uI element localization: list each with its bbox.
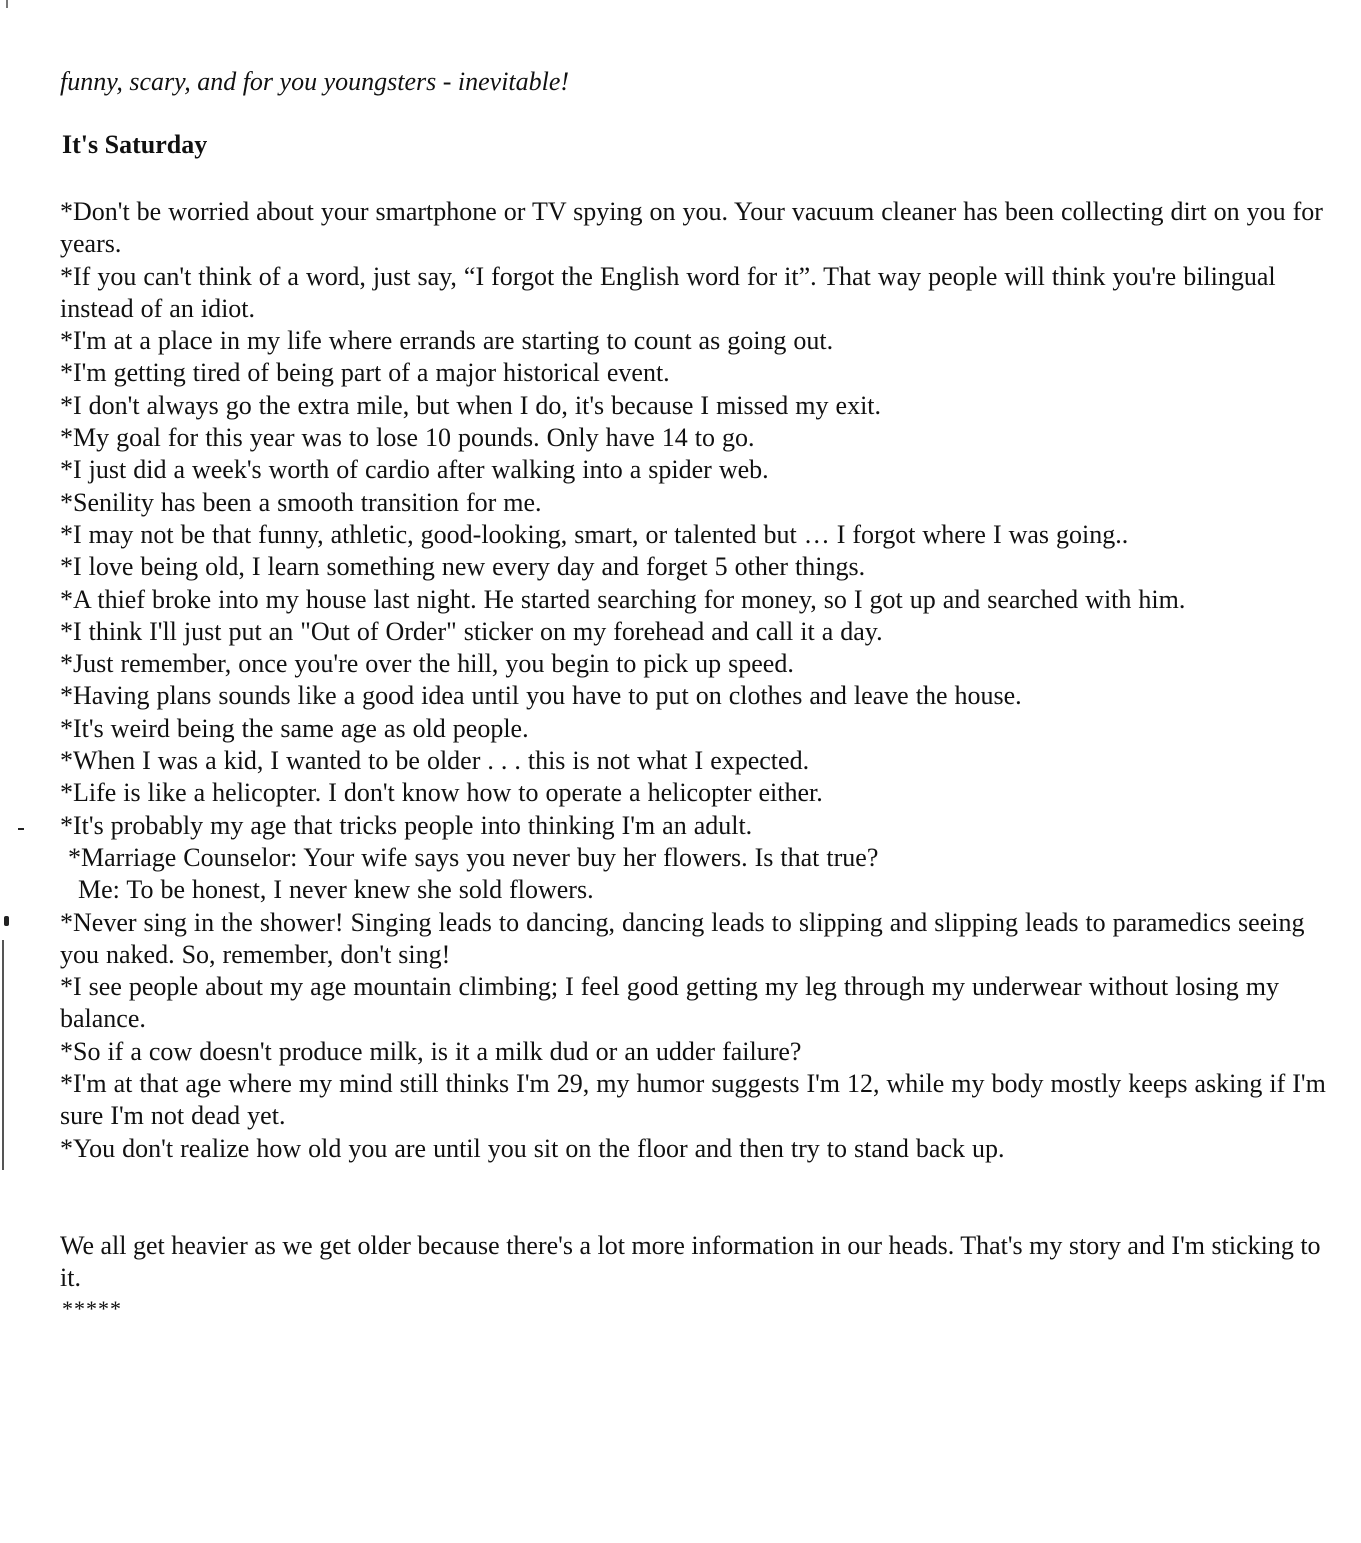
joke-item: *Having plans sounds like a good idea until you have to put on clothes and leave the house. xyxy=(60,681,1022,711)
joke-item: *I may not be that funny, athletic, good-looking, smart, or talented but … I forgot where I was going.. xyxy=(60,519,1129,549)
joke-item: *So if a cow doesn't produce milk, is it a milk dud or an udder failure? xyxy=(60,1036,802,1066)
scan-artifact xyxy=(18,828,24,830)
joke-item: *Senility has been a smooth transition for me. xyxy=(60,487,542,517)
intro-line: funny, scary, and for you youngsters - inevitable! xyxy=(60,67,570,96)
scan-artifact xyxy=(4,916,9,926)
joke-item: *I just did a week's worth of cardio after walking into a spider web. xyxy=(60,455,769,485)
joke-item: *Never sing in the shower! Singing leads to dancing, dancing leads to slipping and slipping leads to paramedics seeing you naked. So, remember, don't sing! xyxy=(60,907,1305,969)
joke-item: *It's probably my age that tricks people into thinking I'm an adult. xyxy=(60,810,753,840)
closing-paragraph: We all get heavier as we get older because there's a lot more information in our heads. That's my story and I'm sticking to it. xyxy=(60,1231,1321,1292)
joke-item: *Just remember, once you're over the hill, you begin to pick up speed. xyxy=(60,649,794,679)
joke-item: *I'm at that age where my mind still thinks I'm 29, my humor suggests I'm 12, while my body mostly keeps asking if I'm sure I'm not dead yet. xyxy=(60,1069,1326,1131)
joke-item: *Marriage Counselor: Your wife says you never buy her flowers. Is that true? xyxy=(68,842,879,872)
joke-item: *When I was a kid, I wanted to be older . . . this is not what I expected. xyxy=(60,746,810,776)
scan-artifact xyxy=(2,940,4,1170)
joke-item: *Life is like a helicopter. I don't know how to operate a helicopter either. xyxy=(60,778,823,808)
joke-item: *I think I'll just put an "Out of Order" sticker on my forehead and call it a day. xyxy=(60,616,883,646)
joke-list xyxy=(60,196,1335,1165)
joke-item: *If you can't think of a word, just say, “I forgot the English word for it”. That way people will think you're bilingual instead of an idiot. xyxy=(60,261,1276,323)
joke-item: *Don't be worried about your smartphone or TV spying on you. Your vacuum cleaner has been collecting dirt on you for years. xyxy=(60,197,1323,259)
section-separator: ***** xyxy=(62,1296,122,1321)
joke-item: *I see people about my age mountain climbing; I feel good getting my leg through my underwear without losing my balance. xyxy=(60,972,1279,1034)
joke-item: *My goal for this year was to lose 10 pounds. Only have 14 to go. xyxy=(60,423,755,453)
joke-item: *I love being old, I learn something new every day and forget 5 other things. xyxy=(60,552,866,582)
page-title: It's Saturday xyxy=(62,130,208,159)
joke-item: *It's weird being the same age as old people. xyxy=(60,713,529,743)
joke-item: *I'm at a place in my life where errands are starting to count as going out. xyxy=(60,326,834,356)
joke-item: *A thief broke into my house last night. He started searching for money, so I got up and searched with him. xyxy=(60,584,1186,614)
joke-item: Me: To be honest, I never knew she sold flowers. xyxy=(78,875,594,905)
joke-item: *I don't always go the extra mile, but when I do, it's because I missed my exit. xyxy=(60,390,882,420)
scan-artifact xyxy=(6,0,8,8)
joke-item: *I'm getting tired of being part of a major historical event. xyxy=(60,358,670,388)
joke-item: *You don't realize how old you are until you sit on the floor and then try to stand back up. xyxy=(60,1133,1005,1163)
